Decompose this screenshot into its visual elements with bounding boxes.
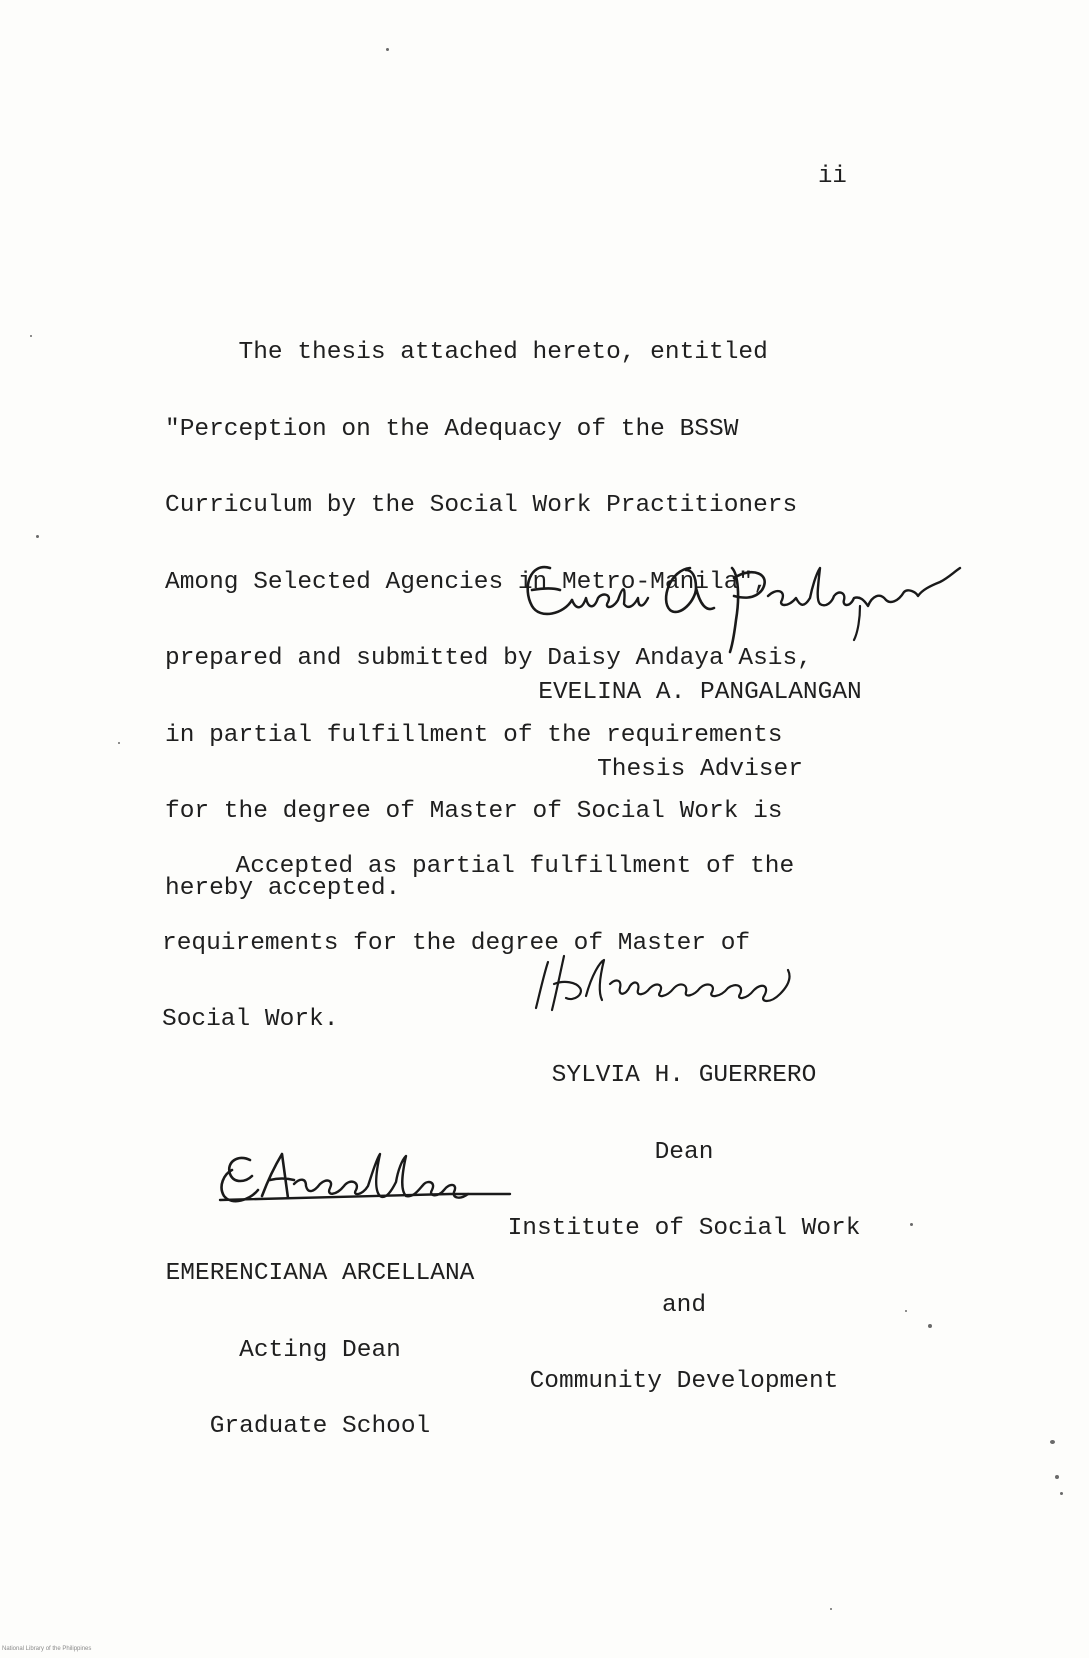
- paragraph-line: Accepted as partial fulfillment of the: [162, 853, 795, 880]
- paragraph-line: "Perception on the Adequacy of the BSSW: [165, 415, 739, 443]
- dean-block: [484, 1012, 884, 1446]
- paragraph-line: in partial fulfillment of the requirements: [165, 721, 783, 749]
- graduate-dean-title: Acting Dean: [239, 1336, 401, 1364]
- dean-title: Dean: [654, 1138, 714, 1166]
- scan-speck: [1050, 1440, 1055, 1444]
- paragraph-line: for the degree of Master of Social Work is: [165, 798, 783, 825]
- scan-footer: National Library of the Philippines: [2, 1646, 92, 1652]
- dean-unit-line: Institute of Social Work: [507, 1215, 861, 1242]
- paragraph-line: The thesis attached hereto, entitled: [165, 339, 768, 366]
- scan-speck: [830, 1608, 832, 1610]
- adviser-name: EVELINA A. PANGALANGAN: [538, 679, 862, 706]
- scan-speck: [1055, 1475, 1059, 1479]
- scan-speck: [118, 742, 120, 744]
- scan-speck: [386, 48, 389, 51]
- dean-unit-line: Community Development: [529, 1368, 839, 1395]
- paragraph-line: prepared and submitted by Daisy Andaya Asis,: [165, 645, 812, 672]
- scan-speck: [1060, 1492, 1063, 1495]
- graduate-dean-signature: [210, 1140, 530, 1220]
- scan-speck: [928, 1324, 932, 1328]
- paragraph-line: hereby accepted.: [165, 874, 401, 902]
- paragraph-line: Among Selected Agencies in Metro-Manila",: [165, 568, 768, 596]
- adviser-title: Thesis Adviser: [597, 755, 803, 783]
- graduate-dean-name: EMERENCIANA ARCELLANA: [165, 1260, 475, 1287]
- paragraph-line: Curriculum by the Social Work Practitioners: [165, 492, 798, 519]
- dean-name: SYLVIA H. GUERRERO: [551, 1062, 817, 1089]
- scan-speck: [905, 1310, 907, 1312]
- graduate-school-unit: Graduate School: [209, 1413, 431, 1440]
- paragraph-line: requirements for the degree of Master of: [162, 929, 751, 957]
- scan-speck: [30, 335, 32, 337]
- scan-speck: [36, 535, 39, 538]
- graduate-dean-block: [150, 1210, 490, 1491]
- paragraph-line: Social Work.: [162, 1006, 339, 1033]
- scan-speck: [910, 1223, 913, 1226]
- page-number: ii: [818, 163, 847, 190]
- dean-unit-line: and: [661, 1291, 707, 1319]
